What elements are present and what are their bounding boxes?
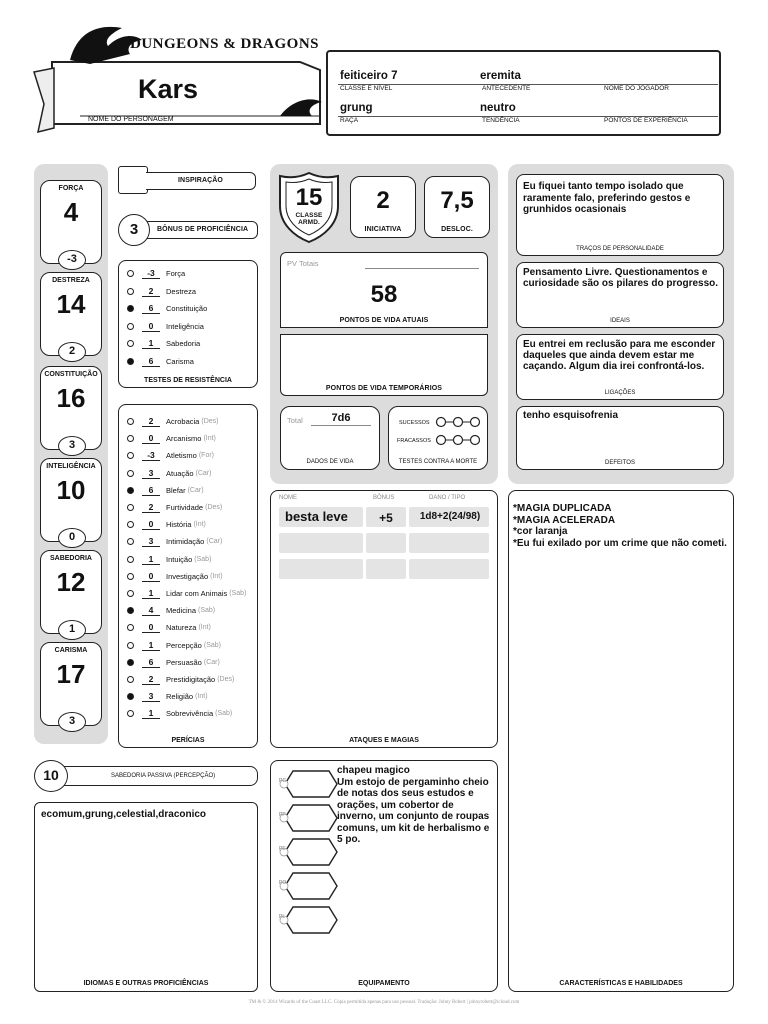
- proficiency-dot[interactable]: [127, 470, 134, 477]
- ability-modifier[interactable]: 3: [58, 712, 86, 732]
- skill-row[interactable]: [127, 619, 211, 636]
- attacks-col-damage: DANO / TIPO: [429, 495, 466, 501]
- bonds-text: Eu entrei em reclusão para me esconder daqueles que ainda devem estar me caçando. Algum dia irei confrontá-los.: [523, 339, 716, 372]
- armor-class-value[interactable]: 15: [295, 184, 323, 211]
- skill-label: Lidar com Animais: [166, 589, 228, 598]
- languages-box[interactable]: [34, 802, 258, 992]
- equipment-box[interactable]: [270, 760, 498, 992]
- background-label: ANTECEDENTE: [482, 85, 531, 92]
- languages-text: ecomum,grung,celestial,draconico: [41, 809, 207, 820]
- skill-row[interactable]: [127, 447, 214, 464]
- skill-attribute: (Sab): [198, 607, 216, 615]
- equipment-text: chapeu magico Um estojo de pergaminho cheio de notas dos seus estudos e orações, um cobertor de inverno, um conjunto de roupas comuns, um kit de herbalismo e 5 po.: [337, 765, 490, 845]
- saving-throw-value: 0: [142, 321, 160, 332]
- skill-row[interactable]: [127, 465, 211, 482]
- coin-frame-icon: [279, 905, 341, 935]
- coin-frame-icon: [279, 769, 341, 799]
- flaws-box[interactable]: [516, 406, 724, 470]
- ideals-box[interactable]: [516, 262, 724, 328]
- death-saves-box: [388, 406, 488, 470]
- skill-row[interactable]: [127, 671, 234, 688]
- personality-traits-label: TRAÇOS DE PERSONALIDADE: [576, 246, 664, 252]
- skill-value: 3: [142, 468, 160, 479]
- skill-attribute: (Des): [205, 504, 223, 511]
- skill-attribute: (Int): [198, 624, 211, 632]
- class-level-label: CLASSE E NÍVEL: [340, 85, 393, 92]
- proficiency-dot[interactable]: [127, 590, 134, 597]
- character-name-label: NOME DO PERSONAGEM: [88, 116, 174, 123]
- saving-throw-row[interactable]: [127, 283, 196, 300]
- equipment-title: EQUIPAMENTO: [358, 980, 410, 987]
- coin-frame-icon: [279, 871, 341, 901]
- saving-throw-row[interactable]: [127, 300, 207, 317]
- skills-title: PERÍCIAS: [171, 737, 205, 744]
- ability-score[interactable]: 17: [56, 659, 86, 689]
- proficiency-dot[interactable]: [127, 435, 134, 442]
- proficiency-dot[interactable]: [127, 270, 134, 277]
- character-info-box: [326, 50, 721, 136]
- skill-label: Percepção: [166, 640, 202, 650]
- skill-attribute: (Int): [203, 435, 216, 443]
- attack-1-name[interactable]: besta leve: [285, 509, 348, 524]
- xp-label: PONTOS DE EXPERIÊNCIA: [604, 117, 688, 124]
- saving-throws-box: [118, 260, 258, 388]
- proficiency-dot[interactable]: [127, 693, 134, 700]
- attack-1-damage[interactable]: 1d8+2(24/98): [419, 511, 481, 522]
- ability-score[interactable]: 16: [56, 383, 86, 413]
- skill-value: 0: [142, 571, 160, 582]
- hit-points-current-box[interactable]: [280, 252, 488, 328]
- attacks-col-name: NOME: [279, 495, 297, 501]
- proficiency-dot[interactable]: [127, 556, 134, 563]
- skill-row[interactable]: [127, 516, 206, 533]
- skill-label: Prestidigitação: [166, 675, 216, 684]
- skill-label: Arcanismo: [166, 434, 202, 444]
- skill-value: 0: [142, 622, 160, 633]
- proficiency-dot[interactable]: [127, 521, 134, 528]
- skill-label: Persuasão: [166, 657, 202, 667]
- coin-slot[interactable]: [279, 803, 333, 831]
- speed-value: 7,5: [440, 187, 474, 214]
- ideals-label: IDEAIS: [610, 318, 630, 324]
- features-title: CARACTERÍSTICAS E HABILIDADES: [559, 980, 683, 987]
- skill-row[interactable]: [127, 585, 246, 602]
- skill-attribute: (Int): [193, 521, 206, 529]
- saving-throws-list: [127, 265, 255, 373]
- proficiency-dot[interactable]: [127, 418, 134, 425]
- race-label: RAÇA: [340, 117, 359, 124]
- proficiency-dot[interactable]: [127, 573, 134, 580]
- saving-throw-label: Constituição: [166, 304, 208, 313]
- skill-attribute: (Des): [217, 676, 235, 683]
- flaws-label: DEFEITOS: [605, 460, 635, 466]
- proficiency-dot[interactable]: [127, 358, 134, 365]
- proficiency-dot[interactable]: [127, 340, 134, 347]
- skill-label: Atletismo: [166, 451, 197, 461]
- ability-name: CONSTITUIÇÃO: [44, 371, 98, 378]
- skill-label: Blefar: [166, 485, 186, 495]
- skill-attribute: (Int): [210, 572, 223, 580]
- race-value[interactable]: grung: [340, 102, 373, 114]
- attack-2-name[interactable]: [279, 533, 363, 553]
- skill-row[interactable]: [127, 533, 222, 550]
- features-box[interactable]: [508, 490, 734, 992]
- ability-name: SABEDORIA: [49, 555, 92, 562]
- skill-value: 6: [142, 485, 160, 496]
- background-value[interactable]: eremita: [480, 70, 521, 82]
- saving-throw-value: -3: [142, 268, 160, 279]
- skill-value: 4: [142, 605, 160, 616]
- saving-throw-label: Sabedoria: [166, 339, 201, 348]
- proficiency-dot[interactable]: [127, 452, 134, 459]
- skill-value: -3: [142, 450, 160, 461]
- armor-class-label: CLASSE ARMD.: [295, 212, 323, 226]
- ability-4: [40, 550, 102, 634]
- passive-perception: [34, 760, 258, 790]
- initiative-label: INICIATIVA: [364, 226, 402, 233]
- initiative-box[interactable]: [350, 176, 416, 238]
- skill-value: 1: [142, 588, 160, 599]
- passive-perception-value[interactable]: 10: [34, 760, 68, 792]
- hit-dice-total-label: Total: [287, 416, 303, 425]
- death-saves-failures-checks[interactable]: [435, 434, 481, 446]
- proficiency-dot[interactable]: [127, 624, 134, 631]
- skill-value: 2: [142, 416, 160, 427]
- saving-throw-value: 6: [142, 356, 160, 367]
- skill-value: 0: [142, 433, 160, 444]
- speed-box[interactable]: [424, 176, 490, 238]
- saving-throw-label: Destreza: [166, 286, 197, 296]
- coin-slot[interactable]: [279, 837, 333, 865]
- inspiration-box: [118, 166, 258, 194]
- ability-name: INTELIGÊNCIA: [46, 463, 96, 470]
- personality-traits-box[interactable]: [516, 174, 724, 256]
- hp-max-label: PV Totais: [287, 259, 319, 268]
- proficiency-dot[interactable]: [127, 710, 134, 717]
- proficiency-dot[interactable]: [127, 487, 134, 494]
- languages-title: IDIOMAS E OUTRAS PROFICIÊNCIAS: [83, 980, 209, 987]
- ability-name: DESTREZA: [52, 277, 90, 284]
- skill-value: 1: [142, 640, 160, 651]
- skill-attribute: (Int): [195, 693, 208, 701]
- character-name[interactable]: Kars: [138, 74, 199, 104]
- proficiency-dot[interactable]: [127, 538, 134, 545]
- ability-score[interactable]: 14: [56, 289, 86, 319]
- proficiency-value[interactable]: 3: [118, 214, 150, 246]
- proficiency-dot[interactable]: [127, 659, 134, 666]
- proficiency-dot[interactable]: [127, 676, 134, 683]
- proficiency-label: BÔNUS DE PROFICIÊNCIA: [134, 221, 258, 239]
- skill-row[interactable]: [127, 654, 220, 671]
- logo: DUNGEONS & DRAGONS: [130, 36, 320, 52]
- skill-row[interactable]: [127, 430, 216, 447]
- proficiency-dot[interactable]: [127, 323, 134, 330]
- skill-value: 1: [142, 554, 160, 565]
- class-level-value[interactable]: feiticeiro 7: [340, 70, 398, 82]
- death-saves-successes-checks[interactable]: [435, 416, 481, 428]
- skill-label: Atuação: [166, 468, 194, 478]
- attack-1-bonus[interactable]: +5: [379, 511, 393, 525]
- coin-frame-icon: [279, 803, 341, 833]
- skill-label: Furtividade: [166, 503, 204, 512]
- skill-row[interactable]: [127, 688, 208, 705]
- skill-row[interactable]: [127, 413, 218, 430]
- attack-2-bonus[interactable]: [366, 533, 406, 553]
- ability-modifier[interactable]: 0: [58, 528, 86, 548]
- bonds-box[interactable]: [516, 334, 724, 400]
- proficiency-dot[interactable]: [127, 642, 134, 649]
- proficiency-box: [118, 214, 258, 244]
- skill-attribute: (Car): [195, 469, 212, 477]
- death-saves-successes-label: SUCESSOS: [399, 420, 430, 426]
- coin-slot[interactable]: [279, 769, 333, 797]
- skill-label: Intuição: [166, 554, 193, 564]
- initiative-value: 2: [376, 187, 390, 214]
- ability-modifier[interactable]: -3: [58, 250, 86, 270]
- attack-3-damage[interactable]: [409, 559, 489, 579]
- skills-list: [127, 413, 257, 723]
- inspiration-checkbox[interactable]: [118, 166, 148, 194]
- coin-frame-icon: [279, 837, 341, 867]
- saving-throw-row[interactable]: [127, 335, 200, 352]
- skill-row[interactable]: [127, 482, 204, 499]
- skill-label: Natureza: [166, 623, 197, 633]
- skill-label: Medicina: [166, 606, 197, 616]
- ability-3: [40, 458, 102, 542]
- proficiency-dot[interactable]: [127, 607, 134, 614]
- ability-0: [40, 180, 102, 264]
- skill-value: 3: [142, 536, 160, 547]
- proficiency-dot[interactable]: [127, 305, 134, 312]
- coin-slot[interactable]: [279, 905, 333, 933]
- skill-value: 0: [142, 519, 160, 530]
- attack-2-damage[interactable]: [409, 533, 489, 553]
- saving-throw-value: 6: [142, 303, 160, 314]
- skill-label: História: [166, 520, 192, 530]
- ability-modifier[interactable]: 2: [58, 342, 86, 362]
- saving-throw-label: Carisma: [166, 356, 194, 366]
- attacks-box: [270, 490, 498, 748]
- saving-throw-row[interactable]: [127, 318, 204, 335]
- saving-throw-value: 2: [142, 286, 160, 297]
- skill-attribute: (Car): [203, 658, 220, 666]
- ability-score[interactable]: 10: [56, 475, 86, 505]
- hit-dice-total-value: 7d6: [331, 412, 351, 424]
- bonds-label: LIGAÇÕES: [604, 390, 636, 396]
- skill-value: 6: [142, 657, 160, 668]
- ability-modifier[interactable]: 3: [58, 436, 86, 456]
- ideals-text: Pensamento Livre. Questionamentos e curiosidade são os pilares do progresso.: [523, 267, 719, 289]
- alignment-label: TENDÊNCIA: [482, 117, 520, 124]
- skill-label: Sobrevivência: [166, 709, 214, 719]
- attacks-col-bonus: BÔNUS: [373, 495, 395, 501]
- coin-purse: [271, 761, 341, 951]
- skill-attribute: (Sab): [229, 590, 247, 597]
- ability-name: FORÇA: [58, 185, 84, 192]
- death-saves-failures-label: FRACASSOS: [397, 438, 431, 444]
- coin-label: PE: [279, 846, 286, 852]
- coin-label: PC: [279, 778, 286, 784]
- skill-value: 2: [142, 674, 160, 685]
- skill-row[interactable]: [127, 499, 222, 516]
- skill-attribute: (Car): [206, 538, 223, 546]
- personality-traits-text: Eu fiquei tanto tempo isolado que raramente falo, preferindo gestos e grunhidos ocasionais: [523, 181, 691, 215]
- skill-row[interactable]: [127, 637, 221, 654]
- proficiency-dot[interactable]: [127, 288, 134, 295]
- saving-throw-row[interactable]: [127, 353, 194, 370]
- passive-perception-label: SABEDORIA PASSIVA (PERCEPÇÃO): [54, 766, 258, 786]
- saving-throw-label: Inteligência: [166, 321, 204, 331]
- ability-2: [40, 366, 102, 450]
- skill-label: Investigação: [166, 571, 209, 581]
- saving-throw-label: Força: [166, 269, 186, 278]
- hit-points-temp-box[interactable]: [280, 334, 488, 396]
- skill-attribute: (Sab): [215, 710, 233, 718]
- speed-label: DESLOC.: [441, 226, 473, 233]
- skill-label: Religião: [166, 692, 194, 702]
- saving-throws-title: TESTES DE RESISTÊNCIA: [144, 377, 232, 384]
- skill-row[interactable]: [127, 705, 232, 722]
- hit-dice-box[interactable]: [280, 406, 380, 470]
- hit-dice-label: DADOS DE VIDA: [306, 459, 354, 465]
- skill-label: Intimidação: [166, 537, 205, 547]
- proficiency-dot[interactable]: [127, 504, 134, 511]
- attacks-title: ATAQUES E MAGIAS: [349, 737, 419, 744]
- alignment-value[interactable]: neutro: [480, 102, 516, 114]
- inspiration-label: INSPIRAÇÃO: [146, 172, 256, 190]
- hp-current-value: 58: [370, 281, 398, 308]
- ability-score[interactable]: 12: [56, 567, 86, 597]
- skill-row[interactable]: [127, 602, 215, 619]
- hp-current-label: PONTOS DE VIDA ATUAIS: [339, 317, 429, 324]
- skill-attribute: (For): [198, 452, 215, 460]
- saving-throw-row[interactable]: [127, 265, 185, 282]
- skill-attribute: (Car): [187, 486, 204, 494]
- skill-value: 1: [142, 708, 160, 719]
- hp-temp-label: PONTOS DE VIDA TEMPORÁRIOS: [325, 385, 443, 392]
- skill-label: Acrobacia: [166, 417, 200, 426]
- skill-value: 3: [142, 691, 160, 702]
- coin-label: PO: [279, 880, 287, 886]
- death-saves-label: TESTES CONTRA A MORTE: [398, 459, 478, 465]
- attack-3-bonus[interactable]: [366, 559, 406, 579]
- footer-copyright: TM & © 2014 Wizards of the Coast LLC. Cópia permitida apenas para uso pessoal. Tradução: Johny Robert | johnyrobert@icloud.com: [248, 1000, 520, 1005]
- coin-slot[interactable]: [279, 871, 333, 899]
- skill-attribute: (Sab): [194, 555, 212, 563]
- skill-attribute: (Des): [201, 418, 219, 425]
- flaws-text: tenho esquisofrenia: [523, 410, 619, 421]
- skill-row[interactable]: [127, 551, 211, 568]
- attack-3-name[interactable]: [279, 559, 363, 579]
- skill-row[interactable]: [127, 568, 223, 585]
- coin-label: PP: [279, 812, 286, 818]
- player-name-label: NOME DO JOGADOR: [604, 85, 670, 92]
- ability-name: CARISMA: [54, 647, 88, 654]
- skill-value: 2: [142, 502, 160, 513]
- saving-throw-value: 1: [142, 338, 160, 349]
- features-text: *MAGIA DUPLICADA *MAGIA ACELERADA *cor laranja *Eu fui exilado por um crime que não cometi.: [513, 503, 727, 549]
- ability-5: [40, 642, 102, 726]
- skill-attribute: (Sab): [203, 641, 221, 649]
- ability-score[interactable]: 4: [63, 197, 79, 227]
- skills-box: [118, 404, 258, 748]
- coin-label: PL: [279, 914, 286, 920]
- ability-modifier[interactable]: 1: [58, 620, 86, 640]
- ability-1: [40, 272, 102, 356]
